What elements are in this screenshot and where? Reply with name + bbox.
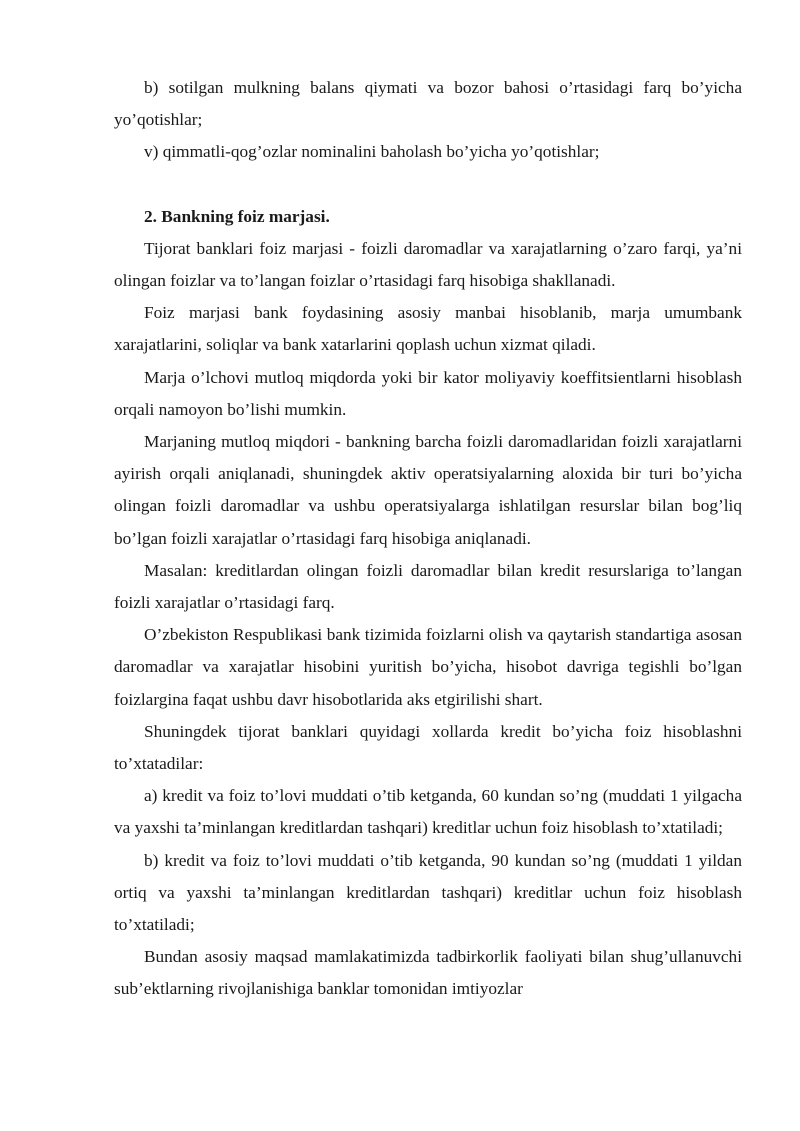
paragraph-standard: O’zbekiston Respublikasi bank tizimida foizlarni olish va qaytarish standartiga asosan daromadlar va xarajatlar hisobini yuritish bo’yicha, hisobot davriga tegishli bo’lgan foizlargina faqat ushbu davr hisobotlarida aks etgirilishi shart. xyxy=(114,625,742,709)
document-page xyxy=(114,72,742,1006)
paragraph-loss-securities: v) qimmatli-qog’ozlar nominalini baholash bo’yicha yo’qotishlar; xyxy=(144,142,600,162)
paragraph-margin-source: Foiz marjasi bank foydasining asosiy manbai hisoblanib, marja umumbank xarajatlarini, soliqlar va bank xatarlarini qoplash uchun xizmat qiladi. xyxy=(114,303,742,355)
paragraph-case-b: b) kredit va foiz to’lovi muddati o’tib ketganda, 90 kundan so’ng (muddati 1 yildan ortiq va yaxshi ta’minlangan kreditlardan tashqari) kreditlar uchun foiz hisoblash to’xtatiladi; xyxy=(114,850,742,935)
paragraph-purpose: Bundan asosiy maqsad mamlakatimizda tadbirkorlik faoliyati bilan shug’ullanuvchi sub’ektlarning rivojlanishiga banklar tomonidan imtiyozlar xyxy=(114,947,742,999)
paragraph-loss-balance-market: b) sotilgan mulkning balans qiymati va bozor bahosi o’rtasidagi farq bo’yicha yo’qotishlar; xyxy=(114,78,742,130)
paragraph-margin-definition: Tijorat banklari foiz marjasi - foizli daromadlar va xarajatlarning o’zaro farqi, ya’ni olingan foizlar va to’langan foizlar o’rtasidagi farq hisobiga shakllanadi. xyxy=(114,238,742,291)
paragraph-margin-measure: Marja o’lchovi mutloq miqdorda yoki bir kator moliyaviy koeffitsientlarni hisoblash orqali namoyon bo’lishi mumkin. xyxy=(114,367,742,419)
paragraph-stop-interest: Shuningdek tijorat banklari quyidagi xollarda kredit bo’yicha foiz hisoblashni to’xtatadilar: xyxy=(114,721,742,774)
paragraph-absolute-margin: Marjaning mutloq miqdori - bankning barcha foizli daromadlaridan foizli xarajatlarni ayirish orqali aniqlanadi, shuningdek aktiv operatsiyalarning aloxida bir turi bo’yicha olingan foizli daromadlar va ushbu operatsiyalarga ishlatilgan resurslar bilan bog’liq bo’lgan foizli xarajatlar o’rtasidagi farq hisobiga aniqlanadi. xyxy=(114,432,742,548)
paragraph-case-a: a) kredit va foiz to’lovi muddati o’tib ketganda, 60 kundan so’ng (muddati 1 yilgacha va yaxshi ta’minlangan kreditlardan tashqari) kreditlar uchun foiz hisoblash to’xtatiladi; xyxy=(114,786,742,838)
section-heading: 2. Bankning foiz marjasi. xyxy=(144,206,330,226)
paragraph-example: Masalan: kreditlardan olingan foizli daromadlar bilan kredit resurslariga to’langan foizli xarajatlar o’rtasidagi farq. xyxy=(114,560,742,613)
